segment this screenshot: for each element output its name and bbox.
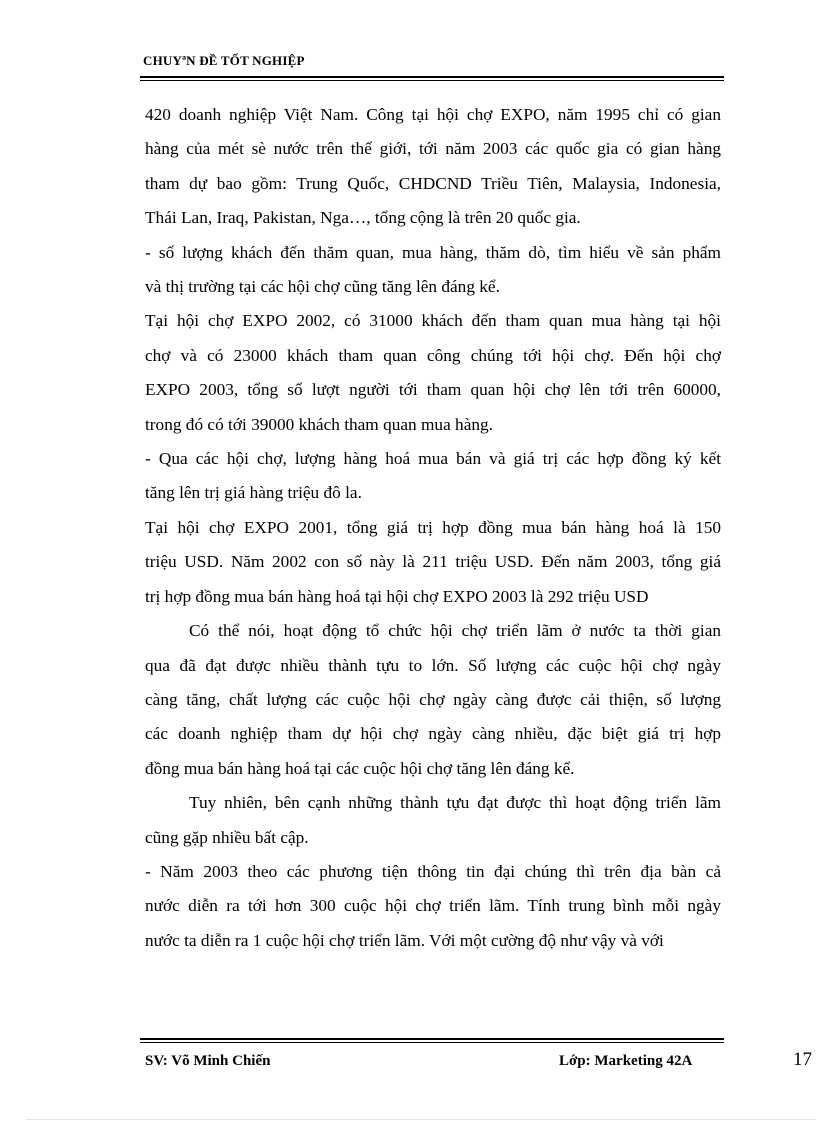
text-line: qua đã đạt được nhiều thành tựu to lớn. Số lượng các cuộc hội chợ ngày [145, 655, 721, 675]
text-line: Có thể nói, hoạt động tổ chức hội chợ triển lãm ở nước ta thời gian [189, 621, 721, 641]
text-line: - Qua các hội chợ, lượng hàng hoá mua bán và giá trị các hợp đồng ký kết [145, 449, 721, 469]
text-line: - Năm 2003 theo các phương tiện thông tin đại chúng thì trên địa bàn cả [145, 861, 721, 881]
body-text [145, 98, 721, 958]
text-line: càng tăng, chất lượng các cuộc hội chợ ngày càng được cải thiện, số lượng [145, 689, 721, 709]
footer-rule-thick [140, 1038, 724, 1040]
text-line: Tuy nhiên, bên cạnh những thành tựu đạt được thì hoạt động triển lãm [189, 793, 721, 813]
text-line: và thị trường tại các hội chợ cũng tăng lên đáng kể. [145, 277, 500, 297]
text-line: cũng gặp nhiều bất cập. [145, 827, 309, 847]
text-line: Thái Lan, Iraq, Pakistan, Nga…, tổng cộng là trên 20 quốc gia. [145, 208, 581, 228]
text-line: Tại hội chợ EXPO 2001, tổng giá trị hợp đồng mua bán hàng hoá là 150 [145, 517, 721, 537]
text-line: - số lượng khách đến thăm quan, mua hàng, thăm dò, tìm hiểu về sản phẩm [145, 242, 721, 262]
text-line: nước ta diễn ra 1 cuộc hội chợ triển lãm. Với một cường độ như vậy và với [145, 930, 664, 950]
text-line: chợ và có 23000 khách tham quan công chúng tới hội chợ. Đến hội chợ [145, 345, 721, 365]
text-line: nước diễn ra tới hơn 300 cuộc hội chợ triển lãm. Tính trung bình mỗi ngày [145, 896, 721, 916]
text-line: triệu USD. Năm 2002 con số này là 211 triệu USD. Đến năm 2003, tổng giá [145, 552, 721, 572]
page-number: 17 [793, 1049, 812, 1070]
header-rule-thick [140, 76, 724, 78]
text-line: các doanh nghiệp tham dự hội chợ ngày càng nhiều, đặc biệt giá trị hợp [145, 724, 721, 744]
footer-student-name: SV: Võ Minh Chiến [145, 1053, 271, 1069]
text-line: trong đó có tới 39000 khách tham quan mua hàng. [145, 414, 493, 434]
text-line: trị hợp đồng mua bán hàng hoá tại hội chợ EXPO 2003 là 292 triệu USD [145, 586, 649, 606]
text-line: 420 doanh nghiệp Việt Nam. Công tại hội chợ EXPO, năm 1995 chỉ có gian [145, 105, 721, 124]
header-rule-thin [140, 80, 724, 81]
footer-class-name: Lớp: Marketing 42A [559, 1053, 693, 1069]
footer-rule-thin [140, 1042, 724, 1043]
text-line: EXPO 2003, tổng số lượt người tới tham quan hội chợ lên tới trên 60000, [145, 380, 721, 400]
page-header-title: CHUYªN ĐỀ TỐT NGHIỆP [143, 53, 305, 68]
text-line: hàng của mét sè nước trên thế giới, tới năm 2003 các quốc gia có gian hàng [145, 139, 721, 159]
page-bottom-edge [26, 1119, 816, 1120]
text-line: tăng lên trị giá hàng triệu đô la. [145, 483, 362, 503]
text-line: Tại hội chợ EXPO 2002, có 31000 khách đến tham quan mua hàng tại hội [145, 311, 721, 331]
text-line: đồng mua bán hàng hoá tại các cuộc hội chợ tăng lên đáng kể. [145, 758, 575, 778]
text-line: tham dự bao gồm: Trung Quốc, CHDCND Triều Tiên, Malaysia, Indonesia, [145, 173, 721, 193]
